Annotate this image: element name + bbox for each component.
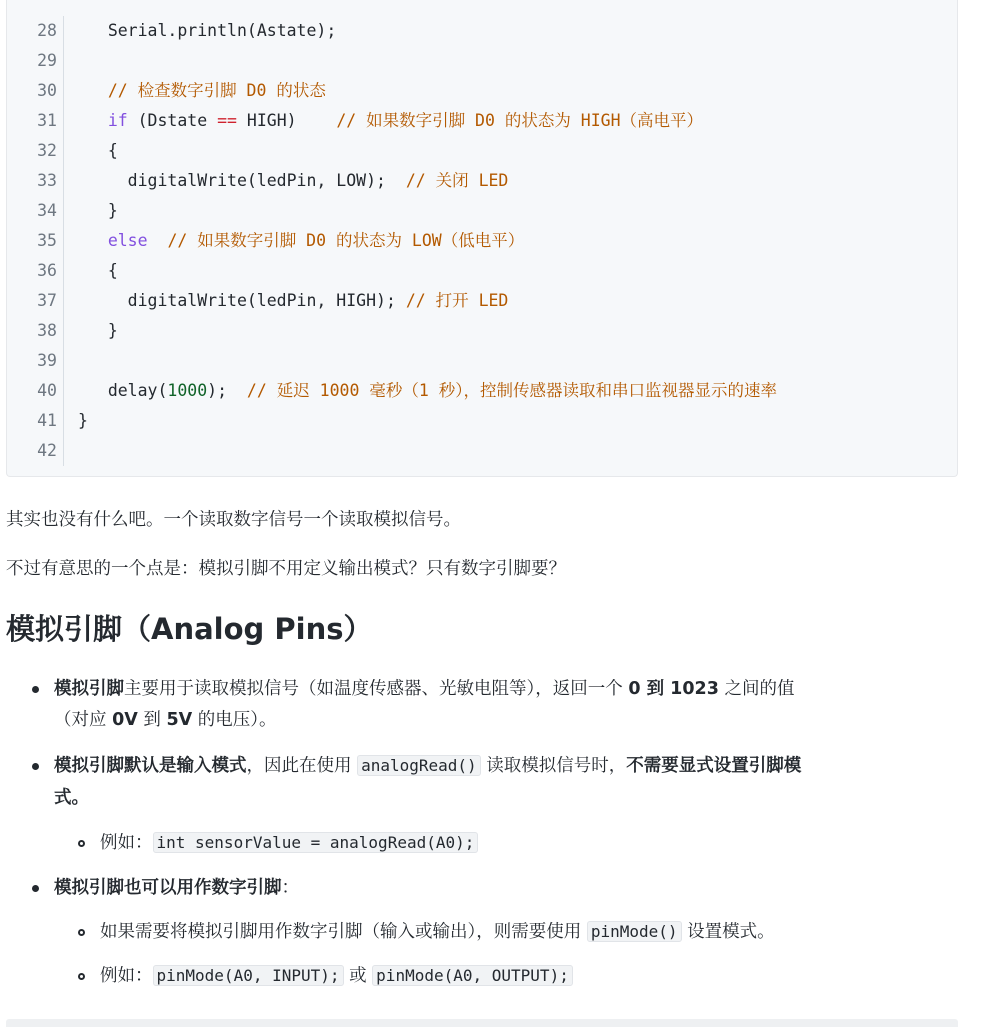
code-text: delay(: [107, 381, 168, 400]
line-number: 35: [37, 231, 57, 250]
code-text: }: [78, 411, 88, 430]
code-line: [7, 406, 957, 436]
code-text: (Dstate: [127, 111, 218, 130]
code-line: [7, 196, 957, 226]
bullet-disc-icon: [32, 763, 39, 770]
paragraph: 其实也没有什么吧。一个读取数字信号一个读取模拟信号。: [6, 510, 461, 530]
code-text: digitalWrite(ledPin, HIGH);: [127, 291, 406, 310]
sub-list-item: 例如： int sensorValue = analogRead(A0);: [100, 829, 478, 857]
code-lines: [7, 16, 957, 466]
code-line: [7, 376, 957, 406]
next-code-block-edge: [6, 1019, 958, 1027]
inline-code: pinMode(): [587, 921, 682, 942]
code-text: Serial.println(Astate);: [107, 21, 337, 40]
code-text: digitalWrite(ledPin, LOW);: [127, 171, 406, 190]
code-line: [7, 136, 957, 166]
line-number: 40: [37, 381, 57, 400]
code-keyword: if: [107, 111, 128, 130]
code-text: {: [107, 261, 118, 280]
list-item-continuation: 式。: [54, 788, 89, 808]
bullet-circle-icon: [78, 840, 85, 847]
code-operator: ==: [217, 111, 237, 130]
code-text: {: [107, 141, 118, 160]
line-number: 36: [37, 261, 57, 280]
code-line: [7, 166, 957, 196]
code-line: [7, 346, 957, 376]
code-block[interactable]: [6, 0, 958, 477]
line-number: 32: [37, 141, 57, 160]
bullet-circle-icon: [78, 973, 85, 980]
list-item: 模拟引脚也可以用作数字引脚：: [54, 878, 299, 898]
section-heading: 模拟引脚（Analog Pins）: [6, 612, 373, 646]
code-line: [7, 46, 957, 76]
line-number: 34: [37, 201, 57, 220]
list-item: 模拟引脚默认是输入模式，因此在使用 analogRead() 读取模拟信号时，不需要显式设置引脚模: [54, 756, 802, 776]
line-number: 37: [37, 291, 57, 310]
code-text: }: [107, 201, 118, 220]
paragraph: 不过有意思的一个点是：模拟引脚不用定义输出模式？只有数字引脚要？: [6, 559, 566, 579]
line-number: 30: [37, 81, 57, 100]
line-number: 38: [37, 321, 57, 340]
line-number: 41: [37, 411, 57, 430]
code-comment: // 如果数字引脚 D0 的状态为 LOW（低电平）: [167, 231, 525, 250]
sub-list-item: 例如： pinMode(A0, INPUT); 或 pinMode(A0, OUTPUT);: [100, 962, 573, 990]
code-line: [7, 286, 957, 316]
code-comment: // 如果数字引脚 D0 的状态为 HIGH（高电平）: [336, 111, 704, 130]
bullet-disc-icon: [32, 885, 39, 892]
code-line: [7, 256, 957, 286]
line-number: 33: [37, 171, 57, 190]
line-number: 29: [37, 51, 57, 70]
code-text: }: [107, 321, 118, 340]
bullet-disc-icon: [32, 686, 39, 693]
line-number: 42: [37, 441, 57, 460]
code-comment: // 检查数字引脚 D0 的状态: [107, 81, 326, 100]
list-item: 模拟引脚主要用于读取模拟信号（如温度传感器、光敏电阻等），返回一个 0 到 1023 之间的值: [54, 679, 795, 699]
line-number: 28: [37, 21, 57, 40]
sub-list-item: 如果需要将模拟引脚用作数字引脚（输入或输出），则需要使用 pinMode() 设置模式。: [100, 922, 775, 942]
inline-code: int sensorValue = analogRead(A0);: [153, 832, 479, 853]
code-text: HIGH): [236, 111, 337, 130]
code-line: [7, 316, 957, 346]
code-line: [7, 106, 957, 136]
inline-code: pinMode(A0, INPUT);: [153, 965, 344, 986]
code-line: [7, 436, 957, 466]
inline-code: analogRead(): [357, 755, 481, 776]
code-line: [7, 226, 957, 256]
code-line: [7, 76, 957, 106]
inline-code: pinMode(A0, OUTPUT);: [372, 965, 573, 986]
code-comment: // 延迟 1000 毫秒（1 秒），控制传感器读取和串口监视器显示的速率: [246, 381, 777, 400]
line-number: 39: [37, 351, 57, 370]
line-number: 31: [37, 111, 57, 130]
code-number: 1000: [167, 381, 208, 400]
code-text: );: [207, 381, 247, 400]
code-comment: // 关闭 LED: [405, 171, 509, 190]
code-keyword: else: [107, 231, 148, 250]
bullet-circle-icon: [78, 929, 85, 936]
list-item-continuation: （对应 0V 到 5V 的电压）。: [54, 710, 277, 730]
code-line: [7, 16, 957, 46]
code-comment: // 打开 LED: [405, 291, 509, 310]
